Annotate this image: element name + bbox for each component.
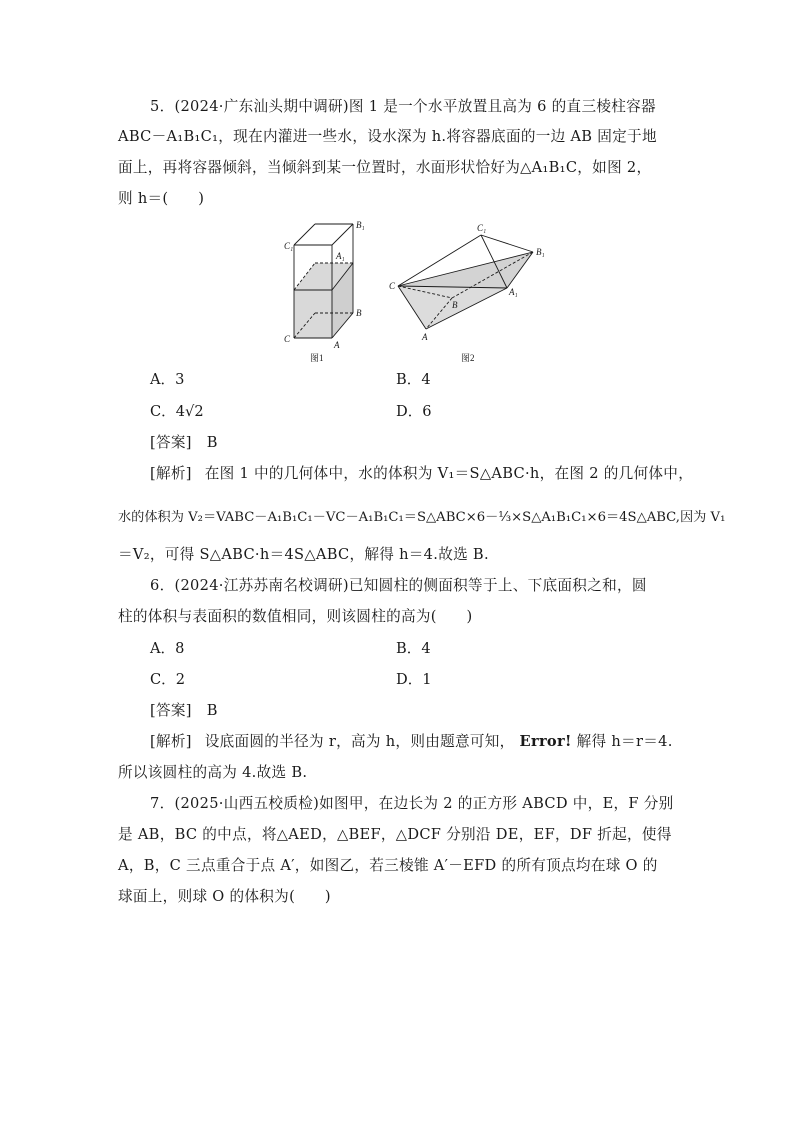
- answer-label: [答案]: [150, 434, 192, 451]
- fig1-label-b1: B₁: [356, 220, 365, 230]
- error-marker: Error!: [519, 733, 572, 750]
- q7-stem-line-3: A，B，C 三点重合于点 A′，如图乙，若三棱锥 A′－EFD 的所有顶点均在球 O 的: [118, 857, 658, 874]
- answer-value: B: [206, 702, 218, 719]
- q6-option-a: A．8: [150, 640, 185, 657]
- q5-stem-line-1: 5．(2024·广东汕头期中调研)图 1 是一个水平放置且高为 6 的直三棱柱容器: [150, 98, 656, 115]
- fig2-label-a1: A₁: [509, 287, 518, 297]
- fig2-label-b1: B₁: [536, 247, 545, 257]
- q6-option-d: D．1: [396, 671, 432, 688]
- prism-figure: [276, 220, 566, 370]
- fig2-label-b: B: [452, 300, 458, 310]
- fig1-label-a: A: [334, 340, 340, 350]
- fig1-label-c: C: [284, 334, 291, 344]
- q5-stem-line-4: 则 h＝( ): [118, 190, 205, 207]
- fig1-caption: 图1: [310, 353, 324, 363]
- fig2-label-c: C: [389, 281, 396, 291]
- q5-stem-line-3: 面上，再将容器倾斜，当倾斜到某一位置时，水面形状恰好为△A₁B₁C，如图 2，: [118, 159, 652, 176]
- analysis-label: [解析]: [150, 733, 192, 750]
- q5-option-c: C．4√2: [150, 403, 204, 420]
- fig2-label-a: A: [422, 332, 428, 342]
- q6-option-b: B．4: [396, 640, 431, 657]
- fig1-label-b: B: [356, 308, 362, 318]
- q6-stem-line-1: 6．(2024·江苏苏南名校调研)已知圆柱的侧面积等于上、下底面积之和，圆: [150, 577, 647, 594]
- q5-analysis-line-3: ＝V₂，可得 S△ABC·h＝4S△ABC，解得 h＝4.故选 B.: [118, 546, 489, 563]
- analysis-text: 在图 1 中的几何体中，水的体积为 V₁＝S△ABC·h，在图 2 的几何体中，: [204, 465, 694, 482]
- q6-stem-line-2: 柱的体积与表面积的数值相同，则该圆柱的高为( ): [118, 608, 473, 625]
- analysis-text: 设底面圆的半径为 r，高为 h，则由题意可知，: [204, 733, 515, 750]
- q5-analysis-line-2: 水的体积为 V₂＝VABC－A₁B₁C₁－VC－A₁B₁C₁＝S△ABC×6－⅓×S△A₁B₁C₁×6＝4S△ABC,因为 V₁: [118, 510, 726, 525]
- q5-option-a: A．3: [150, 371, 185, 388]
- q7-stem-line-4: 球面上，则球 O 的体积为( ): [118, 888, 331, 905]
- figure-2-tilted-prism: [398, 235, 533, 329]
- q6-option-c: C．2: [150, 671, 186, 688]
- q5-option-d: D．6: [396, 403, 432, 420]
- fig2-label-c1: C₁: [477, 223, 487, 233]
- q6-analysis-line-2: 所以该圆柱的高为 4.故选 B.: [118, 764, 308, 781]
- figure-1-prism: [294, 224, 353, 338]
- answer-label: [答案]: [150, 702, 192, 719]
- q5-option-b: B．4: [396, 371, 431, 388]
- fig2-caption: 图2: [461, 353, 475, 363]
- q5-analysis-line-1: [150, 463, 693, 485]
- q5-stem-line-2: ABC－A₁B₁C₁，现在内灌进一些水，设水深为 h.将容器底面的一边 AB 固定于地: [118, 128, 657, 145]
- fig1-label-c1: C₁: [284, 241, 294, 251]
- analysis-label: [解析]: [150, 465, 192, 482]
- q6-analysis-line-1: [150, 731, 673, 753]
- fig1-label-a1: A₁: [336, 251, 345, 261]
- q7-stem-line-1: 7．(2025·山西五校质检)如图甲，在边长为 2 的正方形 ABCD 中，E，F 分别: [150, 795, 674, 812]
- q6-answer: [150, 700, 218, 722]
- q5-answer: [150, 432, 218, 454]
- q7-stem-line-2: 是 AB，BC 的中点，将△AED，△BEF，△DCF 分别沿 DE，EF，DF 折起，使得: [118, 826, 672, 843]
- analysis-text-tail: 解得 h＝r＝4.: [576, 733, 673, 750]
- answer-value: B: [206, 434, 218, 451]
